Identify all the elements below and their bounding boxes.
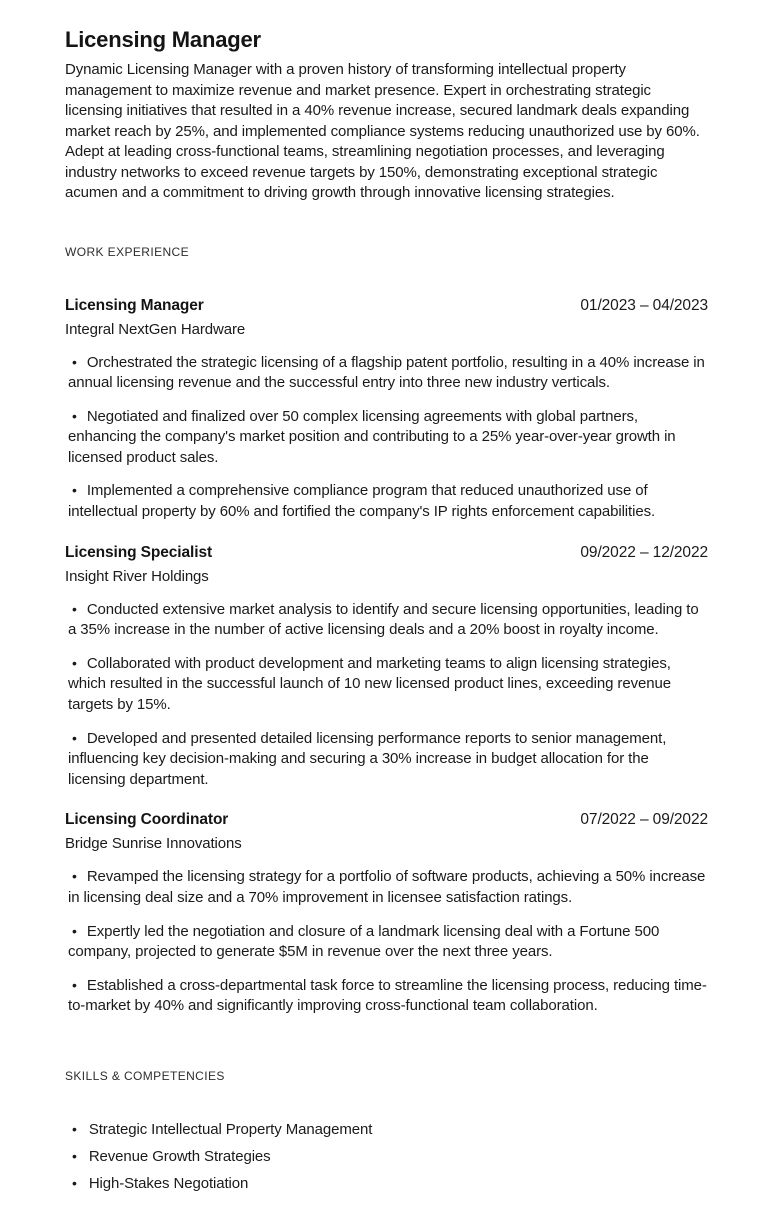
bullet-icon: •: [72, 868, 77, 885]
bullet-icon: •: [72, 1174, 77, 1191]
job-bullet-text: Implemented a comprehensive compliance program that reduced unauthorized use of intellectual property by 60% and fortified the company's IP rights enforcement capabilities.: [68, 482, 656, 521]
skill-item-text: Strategic Intellectual Property Management: [88, 1120, 373, 1138]
job-bullet-text: Collaborated with product development and marketing teams to align licensing strategies, which resulted in the successful launch of 10 new licensed product lines, exceeding revenue targets by 15%.: [68, 654, 671, 714]
job-entry-3: [65, 810, 708, 1017]
section-label-skills: SKILLS & COMPETENCIES: [65, 1068, 225, 1083]
job-dates: 07/2022 – 09/2022: [580, 811, 708, 829]
summary-text: Dynamic Licensing Manager with a proven history of transforming intellectual property management to maximize revenue and market presence. Expert in orchestrating strategic licensing initiatives that resulted in a 40% revenue increase, secured landmark deals expanding market reach by 25%, and implemented compliance systems reducing unauthorized use by 60%. Adept at leading cross-functional teams, streamlining negotiation processes, and leveraging industry networks to exceed revenue targets by 150%, demonstrating exceptional strategic acumen and a commitment to driving growth through innovative licensing strategies.: [65, 61, 700, 201]
job-bullet: [65, 653, 708, 716]
job-title: Licensing Manager: [65, 296, 204, 314]
job-bullet: [65, 599, 708, 641]
job-bullet-text: Orchestrated the strategic licensing of a flagship patent portfolio, resulting in a 40% increase in annual licensing revenue and the successful entry into three new industry verticals.: [68, 353, 705, 392]
skill-item: [65, 1173, 708, 1194]
job-dates: 09/2022 – 12/2022: [580, 543, 708, 561]
bullet-icon: •: [72, 729, 77, 746]
job-title: Licensing Coordinator: [65, 811, 229, 829]
job-company: Insight River Holdings: [65, 567, 209, 585]
bullet-icon: •: [72, 407, 77, 424]
bullet-icon: •: [72, 1147, 77, 1164]
job-bullet: [65, 352, 708, 394]
job-bullet: [65, 921, 708, 963]
job-bullet-text: Expertly led the negotiation and closure of a landmark licensing deal with a Fortune 500 company, projected to generate $5M in revenue over the next three years.: [68, 922, 660, 961]
job-bullet-text: Established a cross-departmental task force to streamline the licensing process, reducing time-to-market by 40% and significantly improving cross-functional team collaboration.: [68, 976, 707, 1015]
job-head: [65, 296, 708, 316]
skill-item: [65, 1146, 708, 1167]
job-entry-2: [65, 543, 708, 791]
job-bullet: [65, 866, 708, 908]
section-label-work-experience: WORK EXPERIENCE: [65, 244, 190, 259]
job-bullet: [65, 480, 708, 522]
job-title: Licensing Specialist: [65, 543, 213, 561]
job-head: [65, 810, 708, 830]
work-experience-section: [65, 245, 708, 1017]
bullet-icon: •: [72, 922, 77, 939]
skill-item-text: Revenue Growth Strategies: [88, 1147, 271, 1165]
bullet-icon: •: [72, 1120, 77, 1137]
job-bullet-text: Revamped the licensing strategy for a portfolio of software products, achieving a 50% increase in licensing deal size and a 70% improvement in licensee satisfaction ratings.: [68, 868, 706, 906]
job-dates: 01/2023 – 04/2023: [580, 296, 708, 314]
job-entry-1: [65, 296, 708, 523]
job-bullet: [65, 728, 708, 791]
job-bullet: [65, 406, 708, 469]
job-bullet-text: Developed and presented detailed licensing performance reports to senior management, influencing key decision-making and securing a 30% increase in budget allocation for the licensing department.: [68, 729, 667, 788]
skill-item-text: High-Stakes Negotiation: [88, 1174, 249, 1192]
skills-section: [65, 1069, 708, 1194]
job-head: [65, 543, 708, 563]
job-company: Integral NextGen Hardware: [65, 320, 246, 338]
job-bullet: [65, 975, 708, 1017]
resume-title: Licensing Manager: [65, 27, 261, 52]
skill-item: [65, 1119, 708, 1140]
bullet-icon: •: [72, 353, 77, 370]
job-bullet-text: Conducted extensive market analysis to identify and secure licensing opportunities, leading to a 35% increase in the number of active licensing deals and a 20% boost in royalty income.: [68, 600, 699, 639]
job-company: Bridge Sunrise Innovations: [65, 835, 242, 853]
bullet-icon: •: [72, 976, 77, 993]
bullet-icon: •: [72, 482, 77, 499]
job-bullet-text: Negotiated and finalized over 50 complex licensing agreements with global partners, enhancing the company's market position and contributing to a 25% year-over-year growth in licensed product sales.: [68, 407, 676, 466]
bullet-icon: •: [72, 600, 77, 617]
bullet-icon: •: [72, 654, 77, 671]
